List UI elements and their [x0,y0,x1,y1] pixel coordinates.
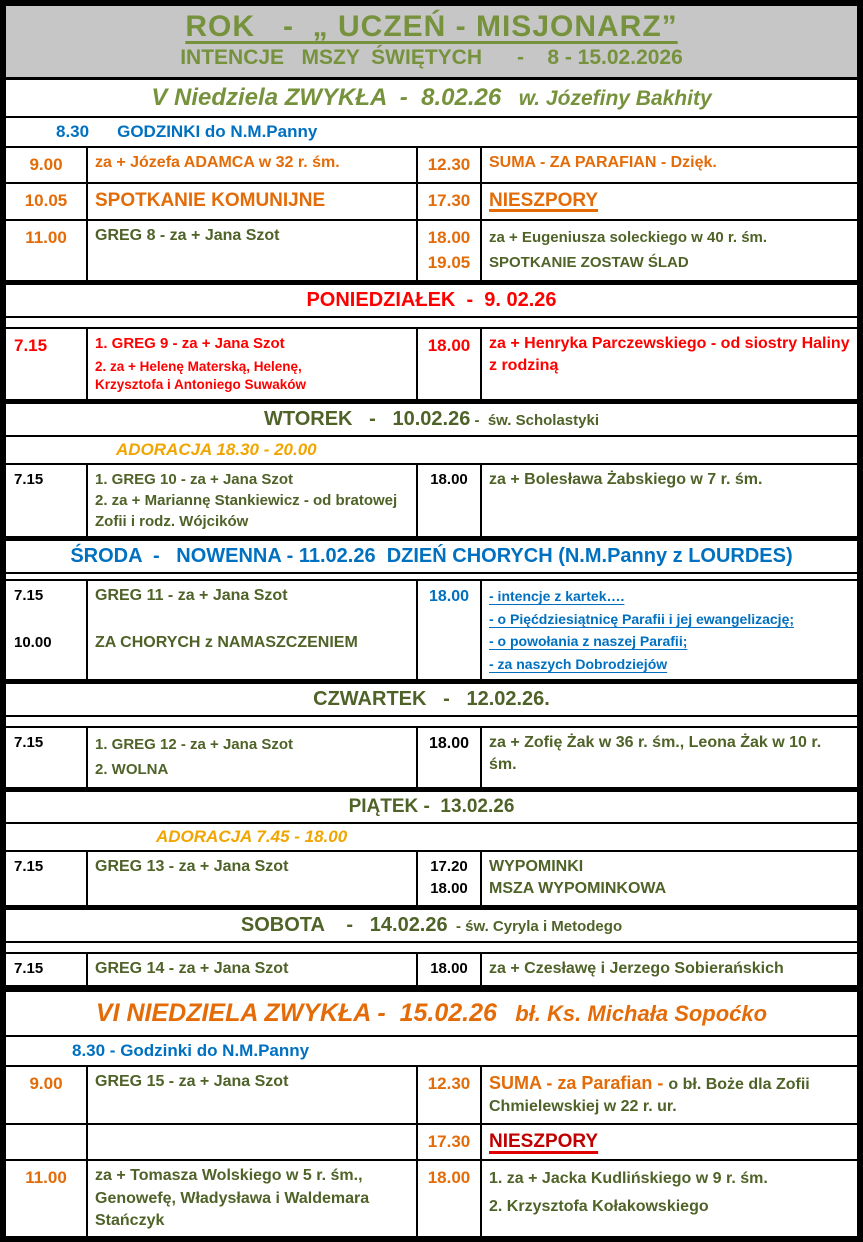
intention-cell: GREG 14 - za + Jana Szot [86,954,416,985]
sunday2-feast: bł. Ks. Michała Sopoćko [496,1000,768,1026]
intention-highlight: SUMA - za Parafian - [489,1072,669,1093]
godzinki-row [6,1035,857,1065]
section-tuesday [6,399,857,536]
time-cell: 7.15 [14,471,44,489]
thursday-header: CZWARTEK - 12.02.26. [313,687,550,710]
intention-line: GREG 11 - za + Jana Szot [95,587,288,605]
mass-row [6,463,857,536]
intention-line: Krzysztofa i Antoniego Suwaków [95,377,307,393]
saturday-header [6,910,857,941]
section-monday [6,280,857,400]
section-wednesday [6,536,857,679]
intention-cell: GREG 13 - za + Jana Szot [86,852,416,905]
intention-cell: NIESZPORY [480,184,857,219]
time-cell: 18.00 [416,954,480,985]
monday-header: PONIEDZIAŁEK - 9. 02.26 [306,288,557,311]
mass-row [6,219,857,280]
time-cell: 10.05 [24,191,68,210]
time-cell: 11.00 [25,1168,67,1188]
time-cell: 18.00 [416,728,480,787]
intention-cell [480,1067,857,1123]
mass-row [6,327,857,400]
intention-cell: GREG 8 - za + Jana Szot [86,221,416,280]
time-cell: 17.30 [416,184,480,219]
adoracja-row: ADORACJA 18.30 - 20.00 [6,435,857,463]
time-cell-empty [6,1125,86,1160]
intention-line: - za naszych Dobrodziejów [489,655,668,672]
tuesday-title: WTOREK - 10.02.26 [263,408,471,431]
intention-line: - o powołania z naszej Parafii; [489,633,688,650]
intention-cell: za + Czesławę i Jerzego Sobierańskich [480,954,857,985]
time-cell: 18.00 [416,1161,480,1236]
spacer-row [6,715,857,726]
mass-row [6,952,857,985]
intention-line: MSZA WYPOMINKOWA [489,880,667,898]
mass-row [6,579,857,679]
saturday-feast: - św. Cyryla i Metodego [447,917,623,935]
intention-line: ZA CHORYCH z NAMASZCZENIEM [95,633,358,651]
section-sunday-1 [6,80,857,280]
intention-line: SPOTKANIE ZOSTAW ŚLAD [489,254,689,272]
adoracja-row: ADORACJA 7.45 - 18.00 [6,822,857,850]
intention-line: 1. GREG 10 - za + Jana Szot [95,471,293,489]
bulletin-subtitle: INTENCJE MSZY ŚWIĘTYCH - 8 - 15.02.2026 [180,46,683,69]
mass-row [6,726,857,787]
section-sunday-2 [6,985,857,1237]
intention-cell: za + Bolesława Żabskiego w 7 r. śm. [480,465,857,536]
sunday1-feast: w. Józefiny Bakhity [501,87,712,110]
saturday-title: SOBOTA - 14.02.26 [240,913,448,936]
time-line: 10.00 [14,633,52,651]
intention-line: 1. za + Jacka Kudlińskiego w 9 r. śm. [489,1170,768,1188]
intention-line: 1. GREG 12 - za + Jana Szot [95,735,293,753]
tuesday-feast: - św. Scholastyki [470,412,600,430]
section-friday [6,787,857,905]
intention-cell [86,728,416,787]
intention-line: 2. za + Helenę Materską, Helenę, [95,358,302,374]
time-cell: 18.00 [416,465,480,536]
time-line: 18.00 [430,880,468,898]
intention-cell: SPOTKANIE KOMUNIJNE [86,184,416,219]
intention-cell: NIESZPORY [480,1125,857,1160]
mass-row [6,1159,857,1236]
mass-row [6,1123,857,1160]
godzinki-row [6,116,857,146]
time-cell: 12.30 [416,148,480,182]
year-motto-title: ROK - „ UCZEŃ - MISJONARZ” [185,10,678,43]
mass-row [6,146,857,182]
intention-cell: za + Józefa ADAMCA w 32 r. śm. [86,148,416,182]
time-line: 18.00 [427,227,471,247]
mass-row [6,850,857,905]
section-thursday [6,679,857,787]
time-cell: 7.15 [14,733,44,751]
intention-cell: SUMA - ZA PARAFIAN - Dzięk. [480,148,857,182]
intention-cell [480,581,857,679]
time-cell: 9.00 [29,1073,63,1093]
intention-cell [480,1161,857,1236]
section-saturday [6,905,857,985]
intention-line: za + Eugeniusza soleckiego w 40 r. śm. [489,228,768,246]
tuesday-header [6,404,857,435]
intention-line: 2. Krzysztofa Kołakowskiego [489,1197,709,1215]
intention-cell: za + Henryka Parczewskiego - od siostry Haliny z rodziną [480,329,857,400]
sunday1-header [6,80,857,116]
sunday1-title: V Niedziela ZWYKŁA - 8.02.26 [151,84,502,111]
time-line: 19.05 [427,253,471,273]
spacer-row [6,316,857,327]
mass-row [6,1065,857,1123]
intention-cell-empty [86,1125,416,1160]
intention-cell [86,329,416,400]
intention-cell [86,465,416,536]
godzinki-label: GODZINKI do N.M.Panny [117,122,318,141]
intention-line: - o Pięćdziesiątnicę Parafii i jej ewangelizację; [489,610,795,627]
godzinki-time: 8.30 [56,122,90,141]
masthead [6,6,857,80]
time-cell: 17.30 [416,1125,480,1160]
intention-line: 1. GREG 9 - za + Jana Szot [95,334,285,352]
time-cell: 18.00 [416,329,480,400]
spacer-row [6,941,857,952]
time-cell: 7.15 [14,857,44,875]
intention-cell [86,581,416,679]
time-cell: 18.00 [416,581,480,679]
intention-line: 2. za + Mariannę Stankiewicz - od bratowej Zofii i rodz. Wójcików [95,492,398,531]
intention-cell [480,852,857,905]
intention-cell: za + Zofię Żak w 36 r. śm., Leona Żak w 10 r. śm. [480,728,857,787]
time-line: 17.20 [430,857,468,875]
spacer-row [6,572,857,579]
time-cell: 7.15 [14,335,48,355]
time-cell [416,852,480,905]
friday-header: PIĄTEK - 13.02.26 [348,795,515,817]
time-cell: 11.00 [25,227,67,247]
intention-rest: o bł. Boże dla Zofii Chmielewskiej w 22 r. ur. [489,1075,810,1116]
intention-cell: GREG 15 - za + Jana Szot [86,1067,416,1123]
time-cell: 12.30 [416,1067,480,1123]
time-cell [416,221,480,280]
sunday2-title: VI NIEDZIELA ZWYKŁA - 15.02.26 [95,998,497,1027]
time-line: 7.15 [14,587,44,605]
intention-line: WYPOMINKI [489,857,584,875]
time-cell [6,581,86,679]
wednesday-header: ŚRODA - NOWENNA - 11.02.26 DZIEŃ CHORYCH (N.M.Panny z LOURDES) [70,545,793,568]
godzinki-label: 8.30 - Godzinki do N.M.Panny [72,1040,310,1060]
sunday2-header [6,992,857,1035]
intention-line: 2. WOLNA [95,761,169,779]
mass-row [6,182,857,219]
intention-line: - intencje z kartek…. [489,588,625,605]
time-cell: 9.00 [29,155,63,174]
time-cell: 7.15 [14,959,44,977]
intention-cell [480,221,857,280]
intention-cell: za + Tomasza Wolskiego w 5 r. śm., Genowefę, Władysława i Waldemara Stańczyk [86,1161,416,1236]
